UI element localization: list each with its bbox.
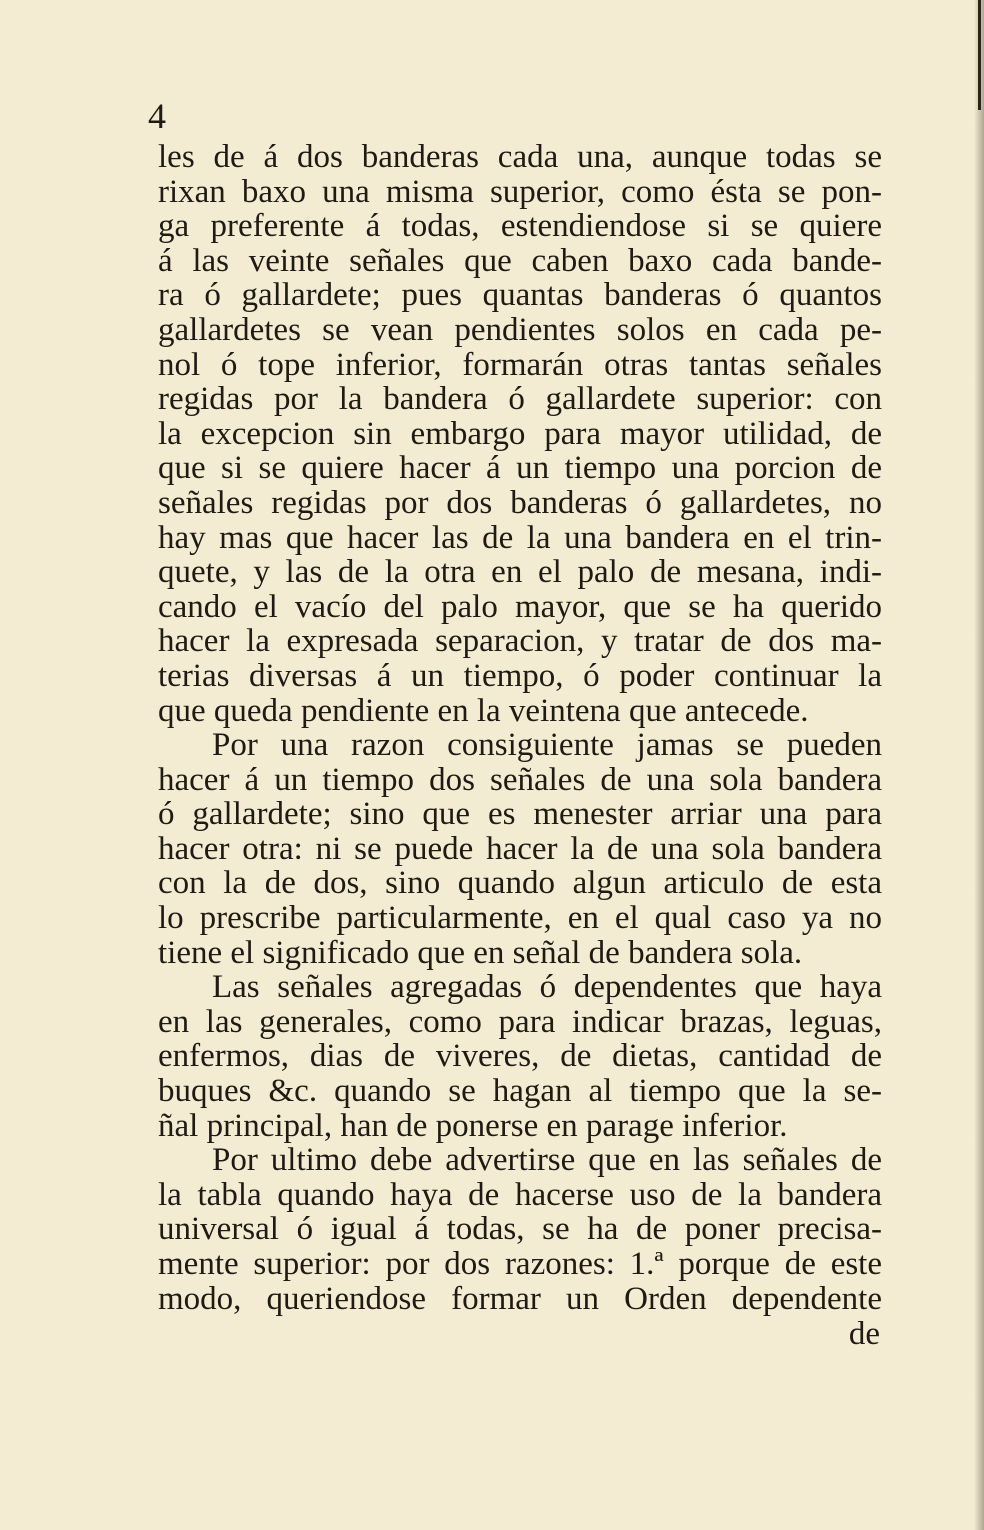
text-line: universal ó igual á todas, se ha de poner precisa- bbox=[158, 1212, 882, 1247]
page-number: 4 bbox=[148, 96, 166, 136]
text-line: en las generales, como para indicar brazas, leguas, bbox=[158, 1004, 882, 1040]
page-edge-shadow bbox=[974, 0, 984, 1530]
text-line: la excepcion sin embargo para mayor utilidad, de bbox=[158, 416, 882, 452]
text-line: hacer la expresada separacion, y tratar de dos ma- bbox=[158, 624, 882, 659]
text-line: gallardetes se vean pendientes solos en cada pe- bbox=[158, 312, 882, 348]
paragraph-first-line: Por una razon consiguiente jamas se pueden bbox=[212, 728, 882, 763]
text-line: la tabla quando haya de hacerse uso de la bandera bbox=[158, 1177, 882, 1213]
text-line: ñal principal, han de ponerse en parage inferior. bbox=[158, 1108, 788, 1144]
text-line: á las veinte señales que caben baxo cada bande- bbox=[158, 243, 882, 279]
text-line: ga preferente á todas, estendiendose si se quiere bbox=[158, 209, 882, 244]
text-line: que si se quiere hacer á un tiempo una porcion de bbox=[158, 451, 882, 486]
text-line: enfermos, dias de viveres, de dietas, cantidad de bbox=[158, 1039, 882, 1075]
text-line: que queda pendiente en la veintena que antecede. bbox=[158, 693, 809, 729]
body-text bbox=[158, 140, 882, 1316]
catchword: de bbox=[848, 1316, 880, 1352]
text-line: buques &c. quando se hagan al tiempo que la se- bbox=[158, 1074, 882, 1109]
text-line: lo prescribe particularmente, en el qual caso ya no bbox=[158, 901, 882, 936]
text-line: nol ó tope inferior, formarán otras tantas señales bbox=[158, 347, 882, 383]
text-line: hacer otra: ni se puede hacer la de una sola bandera bbox=[158, 831, 882, 867]
text-line: mente superior: por dos razones: 1.ª porque de este bbox=[158, 1247, 882, 1282]
text-line: hay mas que hacer las de la una bandera en el trin- bbox=[158, 520, 882, 556]
paragraph-first-line: Las señales agregadas ó dependentes que haya bbox=[212, 970, 882, 1005]
text-line: ó gallardete; sino que es menester arriar una para bbox=[158, 797, 882, 832]
text-line: señales regidas por dos banderas ó gallardetes, no bbox=[158, 485, 882, 521]
text-line: quete, y las de la otra en el palo de mesana, indi- bbox=[158, 555, 882, 590]
text-line: rixan baxo una misma superior, como ésta se pon- bbox=[158, 174, 882, 210]
text-line: tiene el significado que en señal de bandera sola. bbox=[158, 935, 803, 971]
page-edge-line bbox=[978, 0, 981, 110]
text-line: cando el vacío del palo mayor, que se ha querido bbox=[158, 589, 882, 625]
text-line: modo, queriendose formar un Orden dependente bbox=[158, 1281, 882, 1317]
text-line: ra ó gallardete; pues quantas banderas ó quantos bbox=[158, 278, 882, 313]
paragraph-first-line: Por ultimo debe advertirse que en las señales de bbox=[212, 1143, 882, 1178]
text-line: con la de dos, sino quando algun articulo de esta bbox=[158, 866, 882, 902]
text-line: les de á dos banderas cada una, aunque todas se bbox=[158, 140, 882, 175]
text-line: hacer á un tiempo dos señales de una sola bandera bbox=[158, 762, 882, 798]
text-line: regidas por la bandera ó gallardete superior: con bbox=[158, 382, 882, 417]
text-line: terias diversas á un tiempo, ó poder continuar la bbox=[158, 658, 882, 694]
